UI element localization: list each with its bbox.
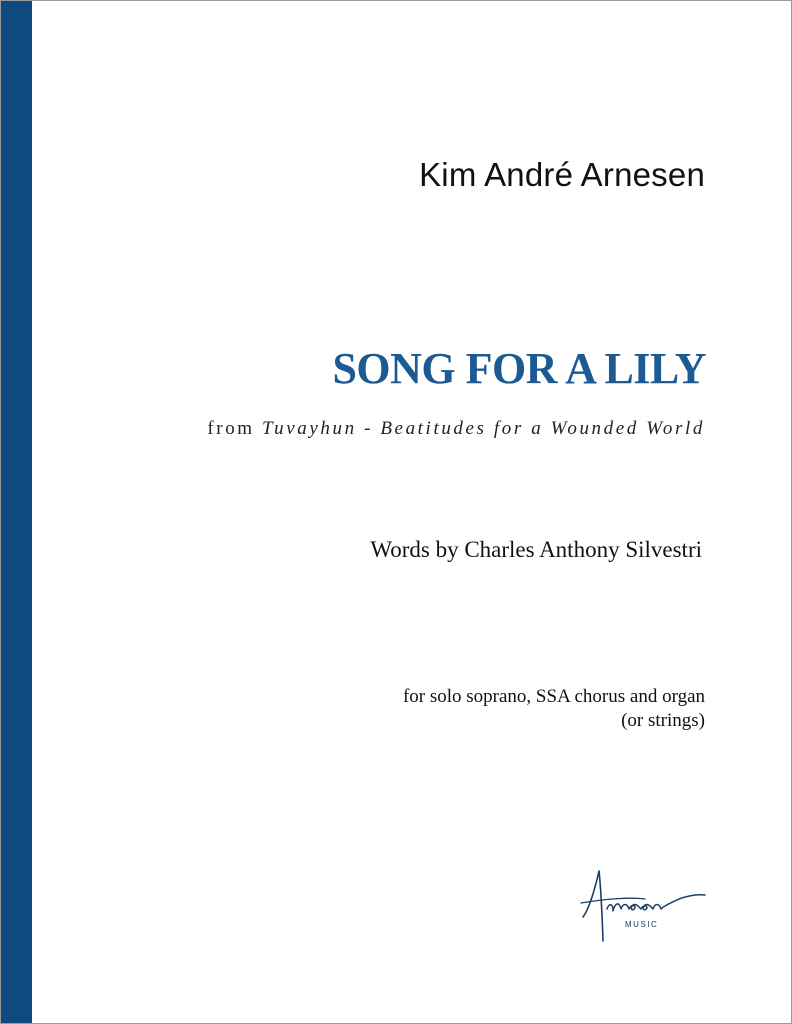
side-color-bar — [1, 1, 32, 1023]
logo-signature-icon — [575, 859, 715, 949]
source-work-title: Tuvayhun - Beatitudes for a Wounded World — [262, 418, 705, 439]
lyricist-credit: Words by Charles Anthony Silvestri — [370, 537, 702, 562]
piece-title: SONG FOR A LILY — [332, 344, 706, 393]
source-work-line — [207, 418, 705, 440]
source-prefix: from — [207, 418, 263, 439]
instrumentation — [403, 685, 705, 733]
arnesen-music-logo — [575, 859, 715, 949]
logo-music-label: MUSIC — [625, 920, 659, 929]
composer-name: Kim André Arnesen — [419, 156, 705, 193]
instrumentation-line-1: for solo soprano, SSA chorus and organ — [402, 686, 705, 707]
instrumentation-line-2: (or strings) — [621, 710, 705, 731]
